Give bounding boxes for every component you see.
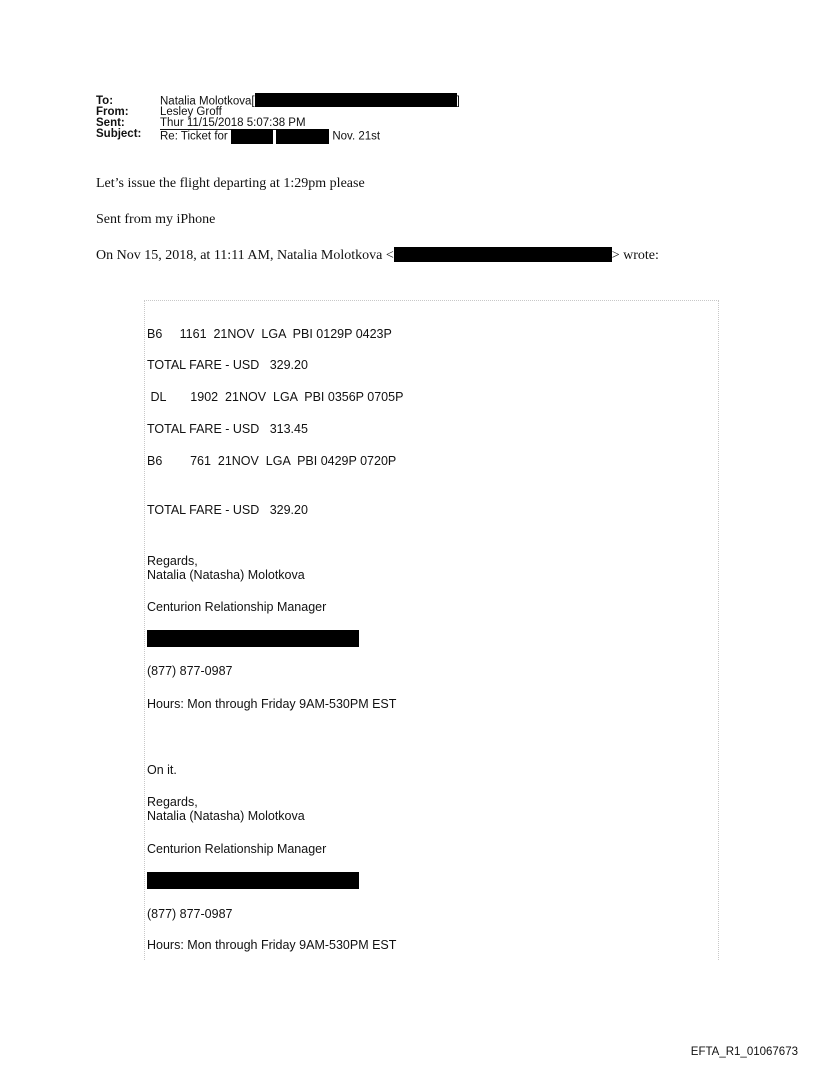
- body-line-2: Sent from my iPhone: [96, 212, 216, 227]
- to-name: Natalia Molotkova[: [160, 95, 255, 108]
- subject-value: [160, 129, 380, 144]
- to-label: To:: [96, 95, 114, 107]
- flight-option-2: DL 1902 21NOV LGA PBI 0356P 0705P: [147, 390, 404, 404]
- signature-name-1: Natalia (Natasha) Molotkova: [147, 568, 305, 582]
- redaction-bar: [147, 872, 359, 889]
- flight-option-3: B6 761 21NOV LGA PBI 0429P 0720P: [147, 454, 397, 468]
- regards-2: Regards,: [147, 795, 198, 809]
- fare-1: TOTAL FARE - USD 329.20: [147, 358, 308, 372]
- subject-label: Subject:: [96, 128, 142, 140]
- redaction-bar: [147, 630, 359, 647]
- to-close-bracket: ]: [456, 95, 460, 108]
- fare-2: TOTAL FARE - USD 313.45: [147, 422, 308, 436]
- quoted-message: [144, 300, 719, 960]
- signature-title-2: Centurion Relationship Manager: [147, 842, 327, 856]
- quote-intro-start: On Nov 15, 2018, at 11:11 AM, Natalia Molotkova <: [96, 248, 394, 263]
- from-value: Lesley Groff: [160, 106, 222, 118]
- sent-label: Sent:: [96, 117, 125, 129]
- redaction-bar: [276, 129, 329, 144]
- signature-title-1: Centurion Relationship Manager: [147, 600, 327, 614]
- quote-intro: [96, 248, 659, 264]
- signature-name-2: Natalia (Natasha) Molotkova: [147, 809, 305, 823]
- flight-option-1: B6 1161 21NOV LGA PBI 0129P 0423P: [147, 327, 392, 341]
- document-id: EFTA_R1_01067673: [690, 1046, 798, 1058]
- quote-intro-end: > wrote:: [611, 248, 659, 263]
- regards-1: Regards,: [147, 554, 198, 568]
- body-line-1: Let’s issue the flight departing at 1:29pm please: [96, 176, 365, 191]
- on-it-text: On it.: [147, 763, 177, 777]
- redaction-bar: [255, 93, 457, 107]
- subject-text: Re: Ticket for: [160, 130, 228, 143]
- fare-3: TOTAL FARE - USD 329.20: [147, 503, 308, 517]
- signature-phone-1: (877) 877-0987: [147, 664, 233, 678]
- redaction-bar: [231, 129, 273, 144]
- signature-phone-2: (877) 877-0987: [147, 907, 233, 921]
- sent-value: Thur 11/15/2018 5:07:38 PM: [160, 117, 306, 129]
- signature-hours-1: Hours: Mon through Friday 9AM-530PM EST: [147, 697, 397, 711]
- subject-tail: Nov. 21st: [332, 130, 381, 143]
- signature-hours-2: Hours: Mon through Friday 9AM-530PM EST: [147, 938, 397, 952]
- redaction-bar: [394, 247, 612, 262]
- from-label: From:: [96, 106, 129, 118]
